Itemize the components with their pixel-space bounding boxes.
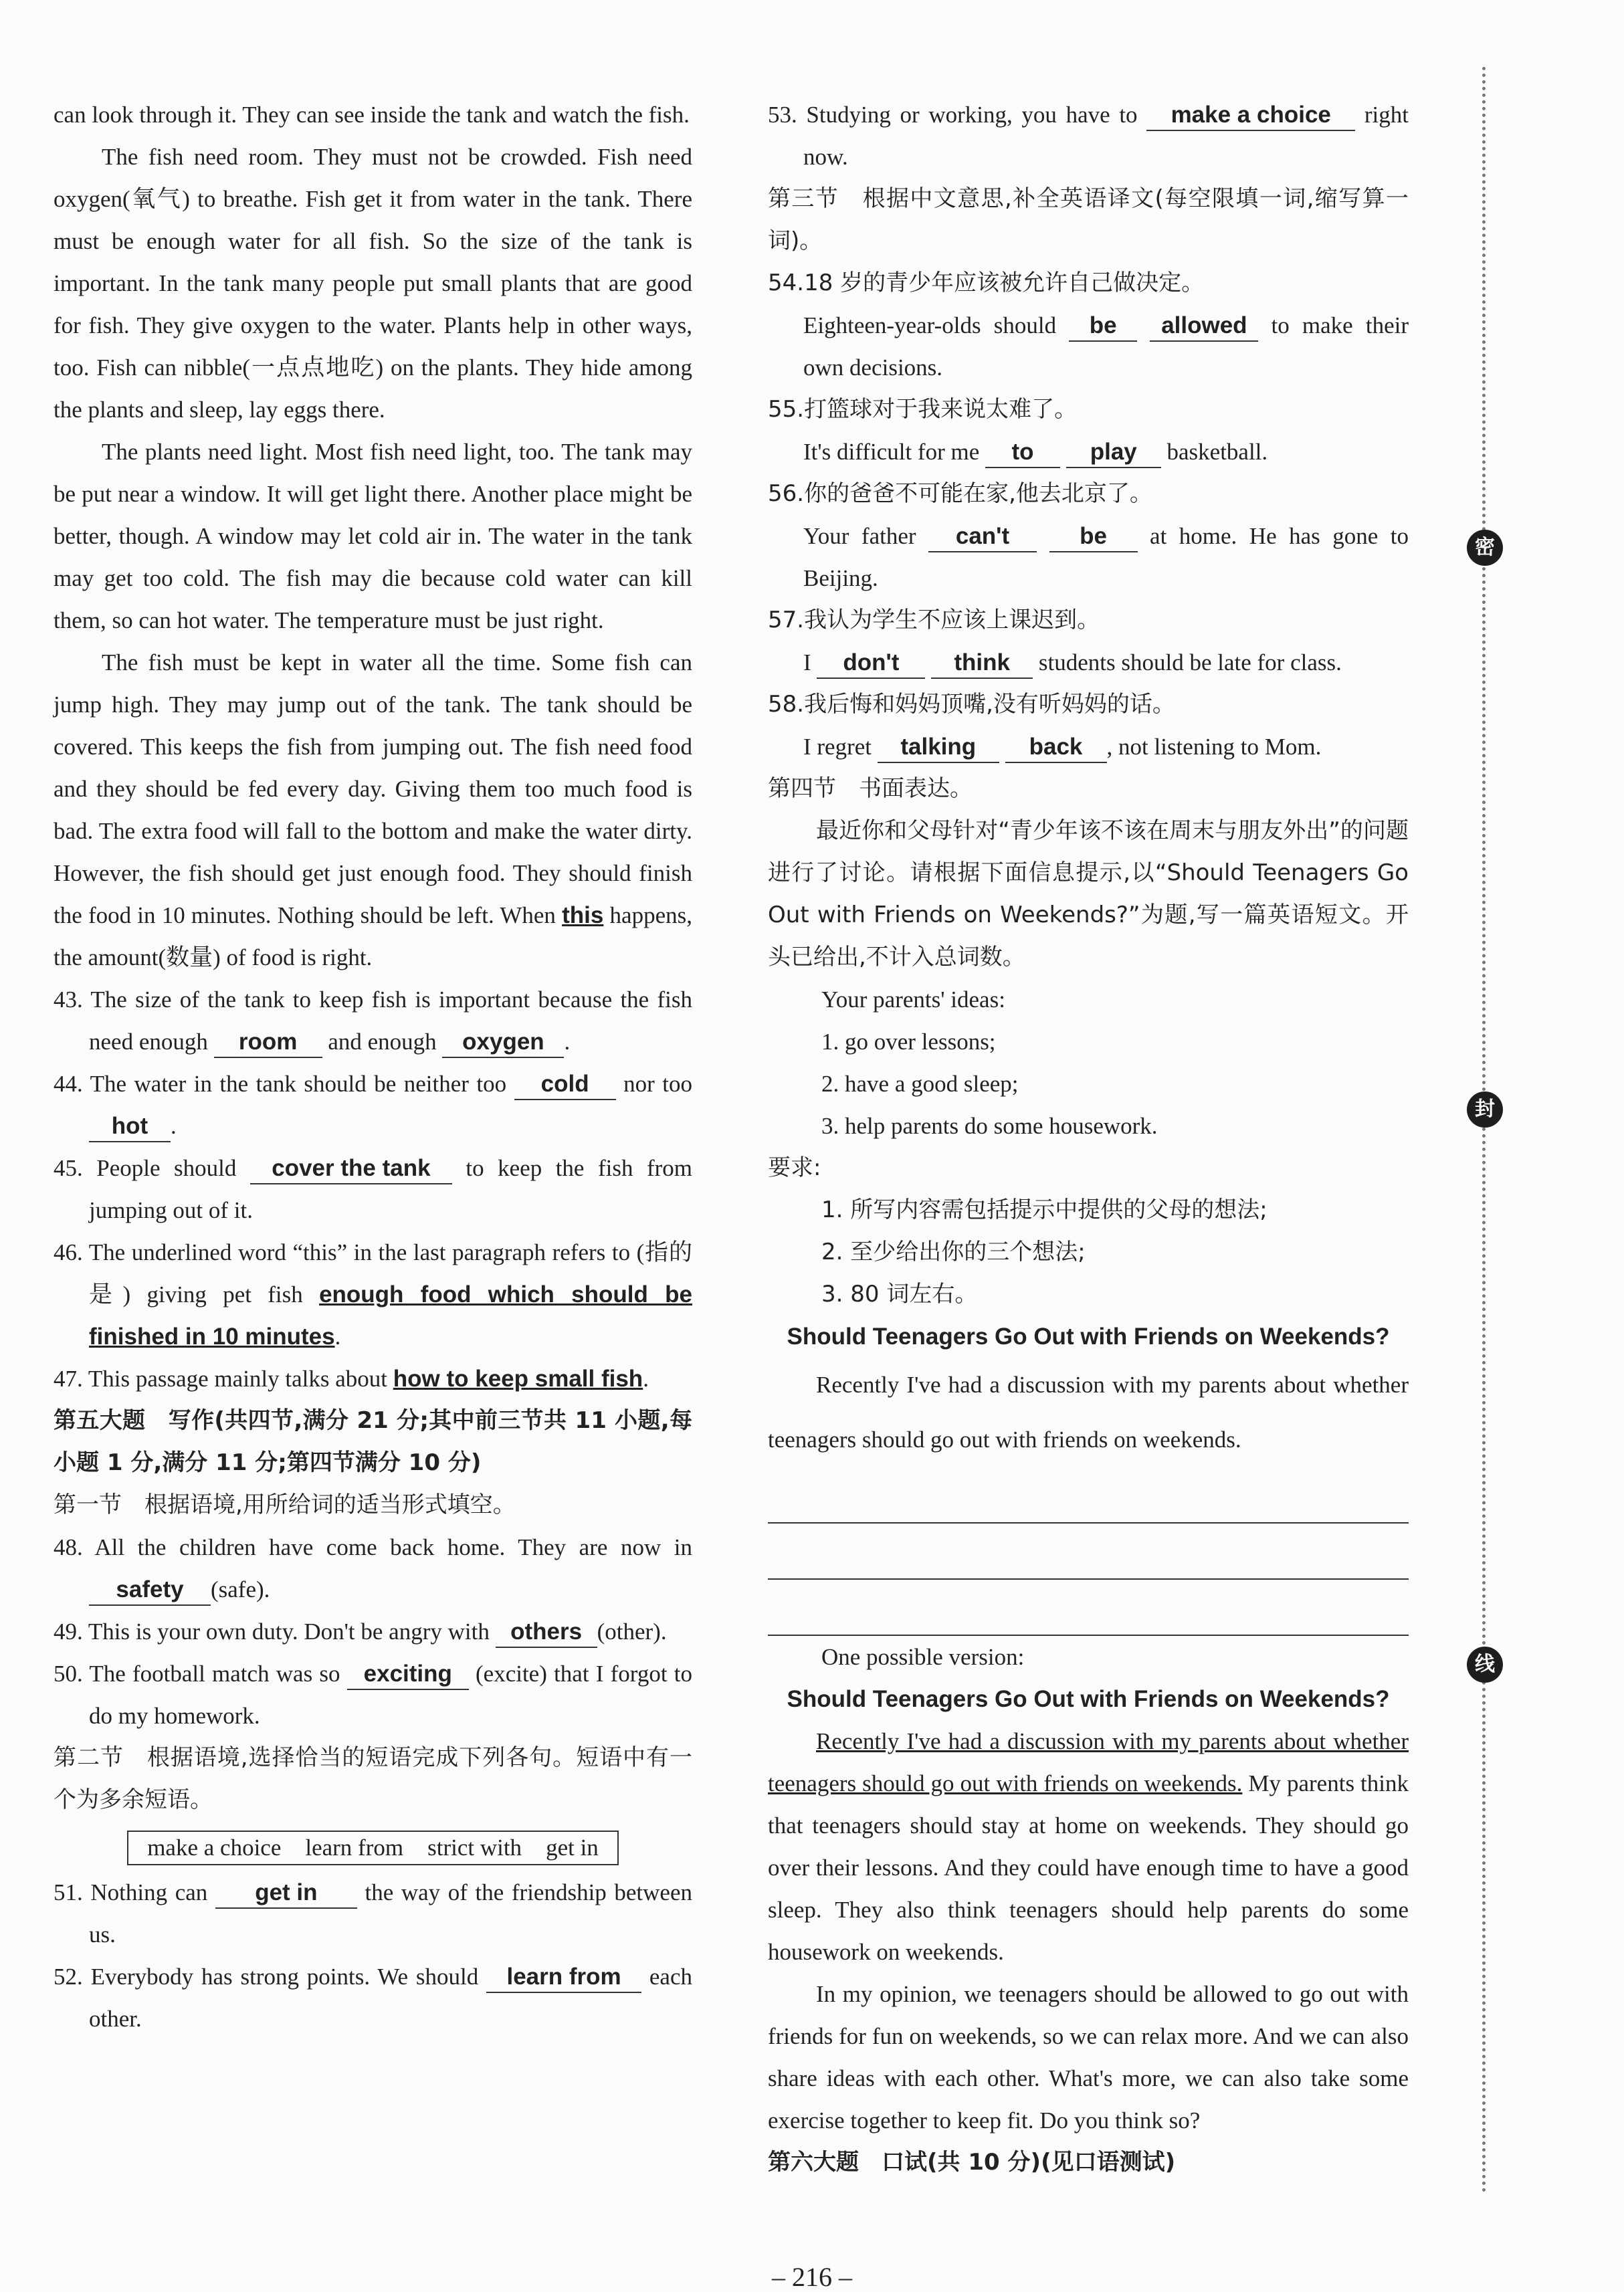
requirement-item: 1. 所写内容需包括提示中提供的父母的想法;	[821, 1196, 1267, 1223]
right-column	[768, 94, 1409, 2184]
essay-title: Should Teenagers Go Out with Friends on Weekends?	[787, 1324, 1390, 1350]
phrase: make a choice	[147, 1835, 282, 1861]
answer-blank[interactable]: talking	[878, 732, 999, 763]
answer-blank[interactable]: safety	[89, 1575, 211, 1606]
writing-prompt: 最近你和父母针对“青少年该不该在周末与朋友外出”的问题进行了讨论。请根据下面信息提示,以“Should Teenagers Go Out with Friends on Weekends?”为题,写一篇英语短文。开头已给出,不计入总词数。	[768, 817, 1409, 970]
seal-feng: 封	[1467, 1091, 1503, 1128]
passage-paragraph: The fish must be kept in water all the time. Some fish can jump high. They may jump out of the tank. The tank should be covered. This keeps the fish from jumping out. The fish need food and they should be fed every day. Giving them too much food is bad. The extra food will fall to the bottom and make the water dirty. However, the fish should get just enough food. They should finish the food in 10 minutes. Nothing should be left. When this happens, the amount(数量) of food is right.	[54, 649, 692, 970]
writing-line[interactable]	[768, 1580, 1409, 1636]
answer-blank[interactable]: exciting	[347, 1659, 469, 1690]
answer-blank[interactable]: others	[496, 1617, 597, 1648]
phrase: get in	[546, 1835, 599, 1861]
sample-label: One possible version:	[821, 1644, 1025, 1670]
question-57: I don't think students should be late for class.	[768, 641, 1409, 684]
question-44: 44. The water in the tank should be neither too cold nor too hot .	[54, 1063, 692, 1147]
question-57-chinese: 57.我认为学生不应该上课迟到。	[768, 607, 1100, 633]
question-48: 48. All the children have come back home. They are now in safety (safe).	[54, 1526, 692, 1610]
passage-paragraph: The plants need light. Most fish need light, too. The tank may be put near a window. It will get light there. Another place might be better, though. A window may let cold air in. The water in the tank may get too cold. The fish may die because cold water can kill them, so can hot water. The temperature must be just right.	[54, 439, 692, 633]
page-number: – 216 –	[772, 2262, 852, 2292]
answer-blank[interactable]: oxygen	[442, 1027, 564, 1058]
requirements-title: 要求:	[768, 1154, 821, 1181]
phrase-box-wrap	[54, 1827, 692, 1869]
essay-start: Recently I've had a discussion with my parents about whether teenagers should go out with friends on weekends.	[768, 1372, 1409, 1453]
section-1-heading: 第一节 根据语境,用所给词的适当形式填空。	[54, 1491, 516, 1518]
answer-blank[interactable]: get in	[215, 1878, 357, 1909]
section-3-heading: 第三节 根据中文意思,补全英语译文(每空限填一词,缩写算一词)。	[768, 185, 1409, 254]
answer-blank[interactable]: how to keep small fish	[393, 1366, 643, 1392]
sample-title: Should Teenagers Go Out with Friends on Weekends?	[787, 1686, 1390, 1712]
ideas-title: Your parents' ideas:	[821, 986, 1005, 1013]
question-53: 53. Studying or working, you have to make a choice right now.	[768, 102, 1409, 170]
answer-blank[interactable]: cold	[514, 1069, 616, 1100]
answer-blank[interactable]: play	[1066, 437, 1161, 468]
question-47: 47. This passage mainly talks about how to keep small fish.	[54, 1366, 649, 1392]
section-5-heading: 第五大题 写作(共四节,满分 21 分;其中前三节共 11 小题,每小题 1 分,满分 11 分;第四节满分 10 分)	[54, 1407, 692, 1476]
phrase: learn from	[305, 1835, 404, 1861]
section-2-heading: 第二节 根据语境,选择恰当的短语完成下列各句。短语中有一个为多余短语。	[54, 1744, 692, 1813]
question-58: I regret talking back , not listening to Mom.	[768, 726, 1409, 768]
seal-xian: 线	[1467, 1647, 1503, 1683]
left-column	[54, 94, 692, 2040]
question-43: 43. The size of the tank to keep fish is important because the fish need enough room and enough oxygen .	[54, 978, 692, 1063]
idea-item: 3. help parents do some housework.	[821, 1113, 1158, 1139]
question-55-chinese: 55.打篮球对于我来说太难了。	[768, 396, 1078, 423]
answer-blank[interactable]: allowed	[1150, 311, 1258, 342]
binding-dotted-line	[1482, 67, 1486, 2194]
answer-blank[interactable]: be	[1049, 522, 1138, 552]
question-51: 51. Nothing can get in the way of the friendship between us.	[54, 1879, 693, 1948]
answer-blank[interactable]: think	[931, 648, 1033, 679]
answer-blank[interactable]: make a choice	[1146, 100, 1355, 131]
answer-blank[interactable]: don't	[817, 648, 925, 679]
passage-paragraph: The fish need room. They must not be crowded. Fish need oxygen(氧气) to breathe. Fish get it from water in the tank. There must be enough water for all fish. So the size of the tank is important. In the tank many people put small plants that are good for fish. They give oxygen to the water. Plants help in other ways, too. Fish can nibble(一点点地吃) on the plants. They hide among the plants and sleep, lay eggs there.	[54, 144, 692, 423]
requirement-item: 2. 至少给出你的三个想法;	[821, 1239, 1086, 1265]
seal-mi: 密	[1467, 530, 1503, 566]
sample-paragraph: Recently I've had a discussion with my parents about whether teenagers should go out with friends on weekends. My parents think that teenagers should stay at home on weekends. They should go over their lessons. And they could have enough time to have a good sleep. They also think teenagers should help parents do some housework on weekends.	[768, 1728, 1409, 1965]
idea-item: 2. have a good sleep;	[821, 1071, 1019, 1097]
question-50: 50. The football match was so exciting (excite) that I forgot to do my homework.	[54, 1661, 692, 1729]
answer-blank[interactable]: learn from	[486, 1962, 641, 1993]
answer-blank[interactable]: can't	[928, 522, 1037, 552]
section-6-heading: 第六大题 口试(共 10 分)(见口语测试)	[768, 2149, 1176, 2176]
writing-line[interactable]	[768, 1524, 1409, 1580]
question-49: 49. This is your own duty. Don't be angry with others (other).	[54, 1610, 692, 1653]
answer-blank[interactable]: cover the tank	[250, 1154, 452, 1184]
idea-item: 1. go over lessons;	[821, 1029, 996, 1055]
passage-paragraph: can look through it. They can see inside the tank and watch the fish.	[54, 102, 690, 128]
answer-blank[interactable]: back	[1005, 732, 1107, 763]
question-46: 46. The underlined word “this” in the last paragraph refers to (指的是) giving pet fish enough food which should be finished in 10 minutes.	[54, 1239, 692, 1350]
question-58-chinese: 58.我后悔和妈妈顶嘴,没有听妈妈的话。	[768, 691, 1175, 718]
answer-blank[interactable]: be	[1069, 311, 1137, 342]
question-52: 52. Everybody has strong points. We should learn from each other.	[54, 1964, 692, 2032]
answer-blank[interactable]: hot	[89, 1112, 171, 1142]
underlined-this: this	[562, 902, 604, 928]
requirement-item: 3. 80 词左右。	[821, 1281, 978, 1308]
question-56-chinese: 56.你的爸爸不可能在家,他去北京了。	[768, 480, 1152, 507]
question-54: Eighteen-year-olds should be allowed to make their own decisions.	[803, 312, 1409, 381]
answer-blank[interactable]: to	[985, 437, 1060, 468]
phrase-box	[127, 1831, 619, 1865]
writing-line[interactable]	[768, 1467, 1409, 1524]
question-54-chinese: 54.18 岁的青少年应该被允许自己做决定。	[768, 270, 1205, 296]
answer-blank[interactable]: enough food which should be finished in 10 minutes	[89, 1281, 692, 1350]
phrase: strict with	[427, 1835, 522, 1861]
question-45: 45. People should cover the tank to keep the fish from jumping out of it.	[54, 1155, 693, 1223]
section-4-heading: 第四节 书面表达。	[768, 775, 973, 802]
question-55: It's difficult for me to play basketball.	[768, 431, 1409, 473]
answer-blank[interactable]: room	[214, 1027, 322, 1058]
sample-paragraph: In my opinion, we teenagers should be allowed to go out with friends for fun on weekends, so we can relax more. And we can also share ideas with each other. What's more, we can also take some exercise together to keep fit. Do you think so?	[768, 1981, 1409, 2133]
question-56: Your father can't be at home. He has gone to Beijing.	[803, 523, 1409, 591]
